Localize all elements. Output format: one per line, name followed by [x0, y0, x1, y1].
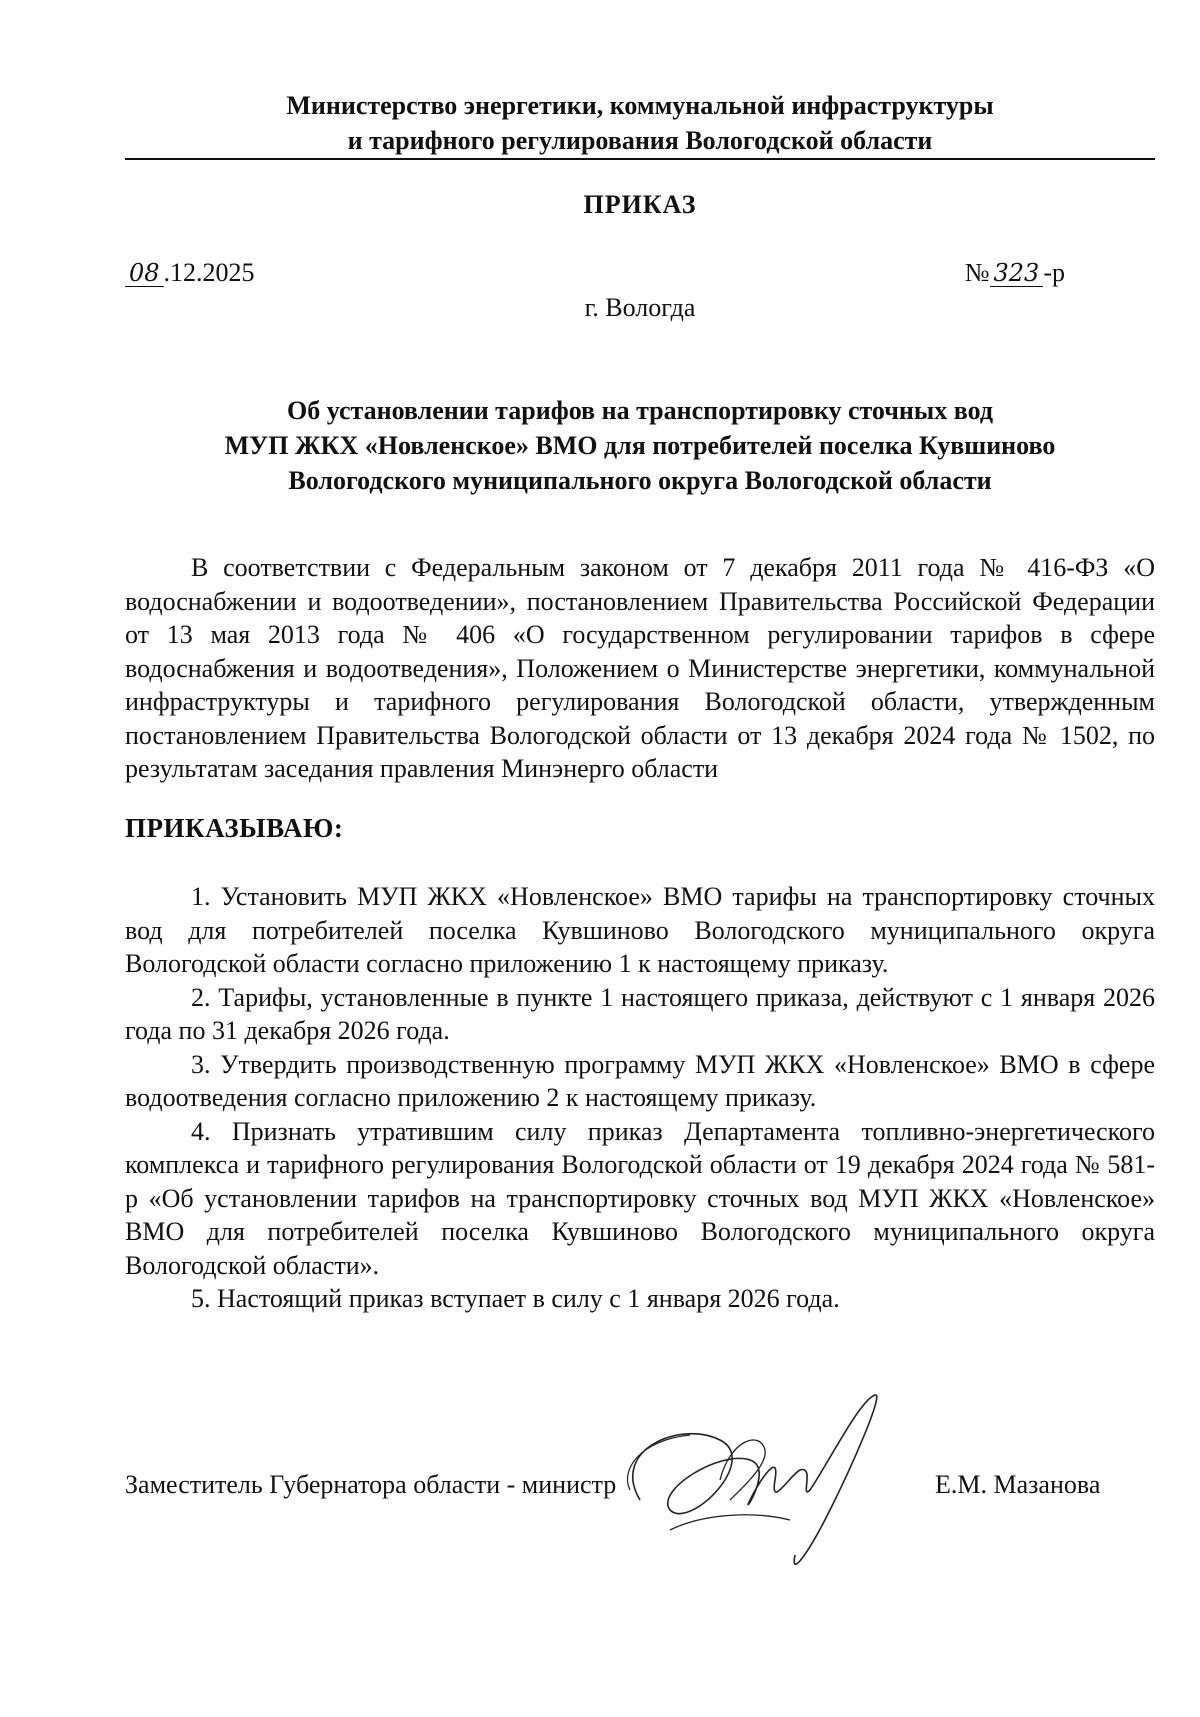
order-item-4: 4. Признать утратившим силу приказ Департамента топливно-энергетического комплекса и тарифного регулирования Вологодской области от 19 декабря 2024 года № 581-р «Об установлении тарифов на транспортировку сточных вод МУП ЖКХ «Новленское» ВМО для потребителей поселка Кувшиново Вологодского муниципального округа Вологодской области».	[125, 1116, 1155, 1280]
signatory-position: Заместитель Губернатора области - министр	[125, 1470, 617, 1499]
signatory-name: Е.М. Мазанова	[935, 1470, 1101, 1499]
document-type-title: ПРИКАЗ	[583, 190, 697, 219]
document-date	[125, 258, 255, 288]
document-subject	[125, 393, 1155, 498]
ministry-header	[125, 88, 1155, 158]
document-number	[965, 258, 1065, 288]
number-suffix: -р	[1043, 258, 1065, 287]
order-item-5: 5. Настоящий приказ вступает в силу с 1 января 2026 года.	[191, 1284, 840, 1313]
subject-line-1: Об установлении тарифов на транспортировку сточных вод	[287, 396, 993, 425]
subject-line-3: Вологодского муниципального округа Вологодской области	[288, 466, 992, 495]
number-handwritten: 323	[990, 260, 1044, 287]
decree-word: ПРИКАЗЫВАЮ:	[125, 813, 344, 843]
order-item-1: 1. Установить МУП ЖКХ «Новленское» ВМО тарифы на транспортировку сточных вод для потребителей поселка Кувшиново Вологодского муниципального округа Вологодской области согласно приложению 1 к настоящему приказу.	[125, 882, 1155, 978]
date-day-handwritten: 08	[125, 260, 164, 287]
ministry-line-2: и тарифного регулирования Вологодской области	[347, 126, 933, 155]
date-rest: .12.2025	[163, 258, 255, 287]
preamble-paragraph: В соответствии с Федеральным законом от 7 декабря 2011 года № 416-ФЗ «О водоснабжении и водоотведении», постановлением Правительства Российской Федерации от 13 мая 2013 года № 406 «О государственном регулировании тарифов в сфере водоснабжения и водоотведения», Положением о Министерстве энергетики, коммунальной инфраструктуры и тарифного регулирования Вологодской области, утвержденным постановлением Правительства Вологодской области от 13 декабря 2024 года № 1502, по результатам заседания правления Минэнерго области	[125, 553, 1155, 783]
document-city: г. Вологда	[584, 293, 696, 322]
header-divider	[125, 158, 1155, 160]
order-item-3: 3. Утвердить производственную программу МУП ЖКХ «Новленское» ВМО в сфере водоотведения согласно приложению 2 к настоящему приказу.	[125, 1049, 1155, 1112]
ministry-line-1: Министерство энергетики, коммунальной инфраструктуры	[286, 91, 994, 120]
handwritten-signature	[600, 1380, 900, 1600]
number-prefix: №	[964, 258, 990, 287]
subject-line-2: МУП ЖКХ «Новленское» ВМО для потребителей поселка Кувшиново	[224, 431, 1056, 460]
order-item-2: 2. Тарифы, установленные в пункте 1 настоящего приказа, действуют с 1 января 2026 года по 31 декабря 2026 года.	[125, 982, 1155, 1045]
order-items	[125, 880, 1155, 1316]
